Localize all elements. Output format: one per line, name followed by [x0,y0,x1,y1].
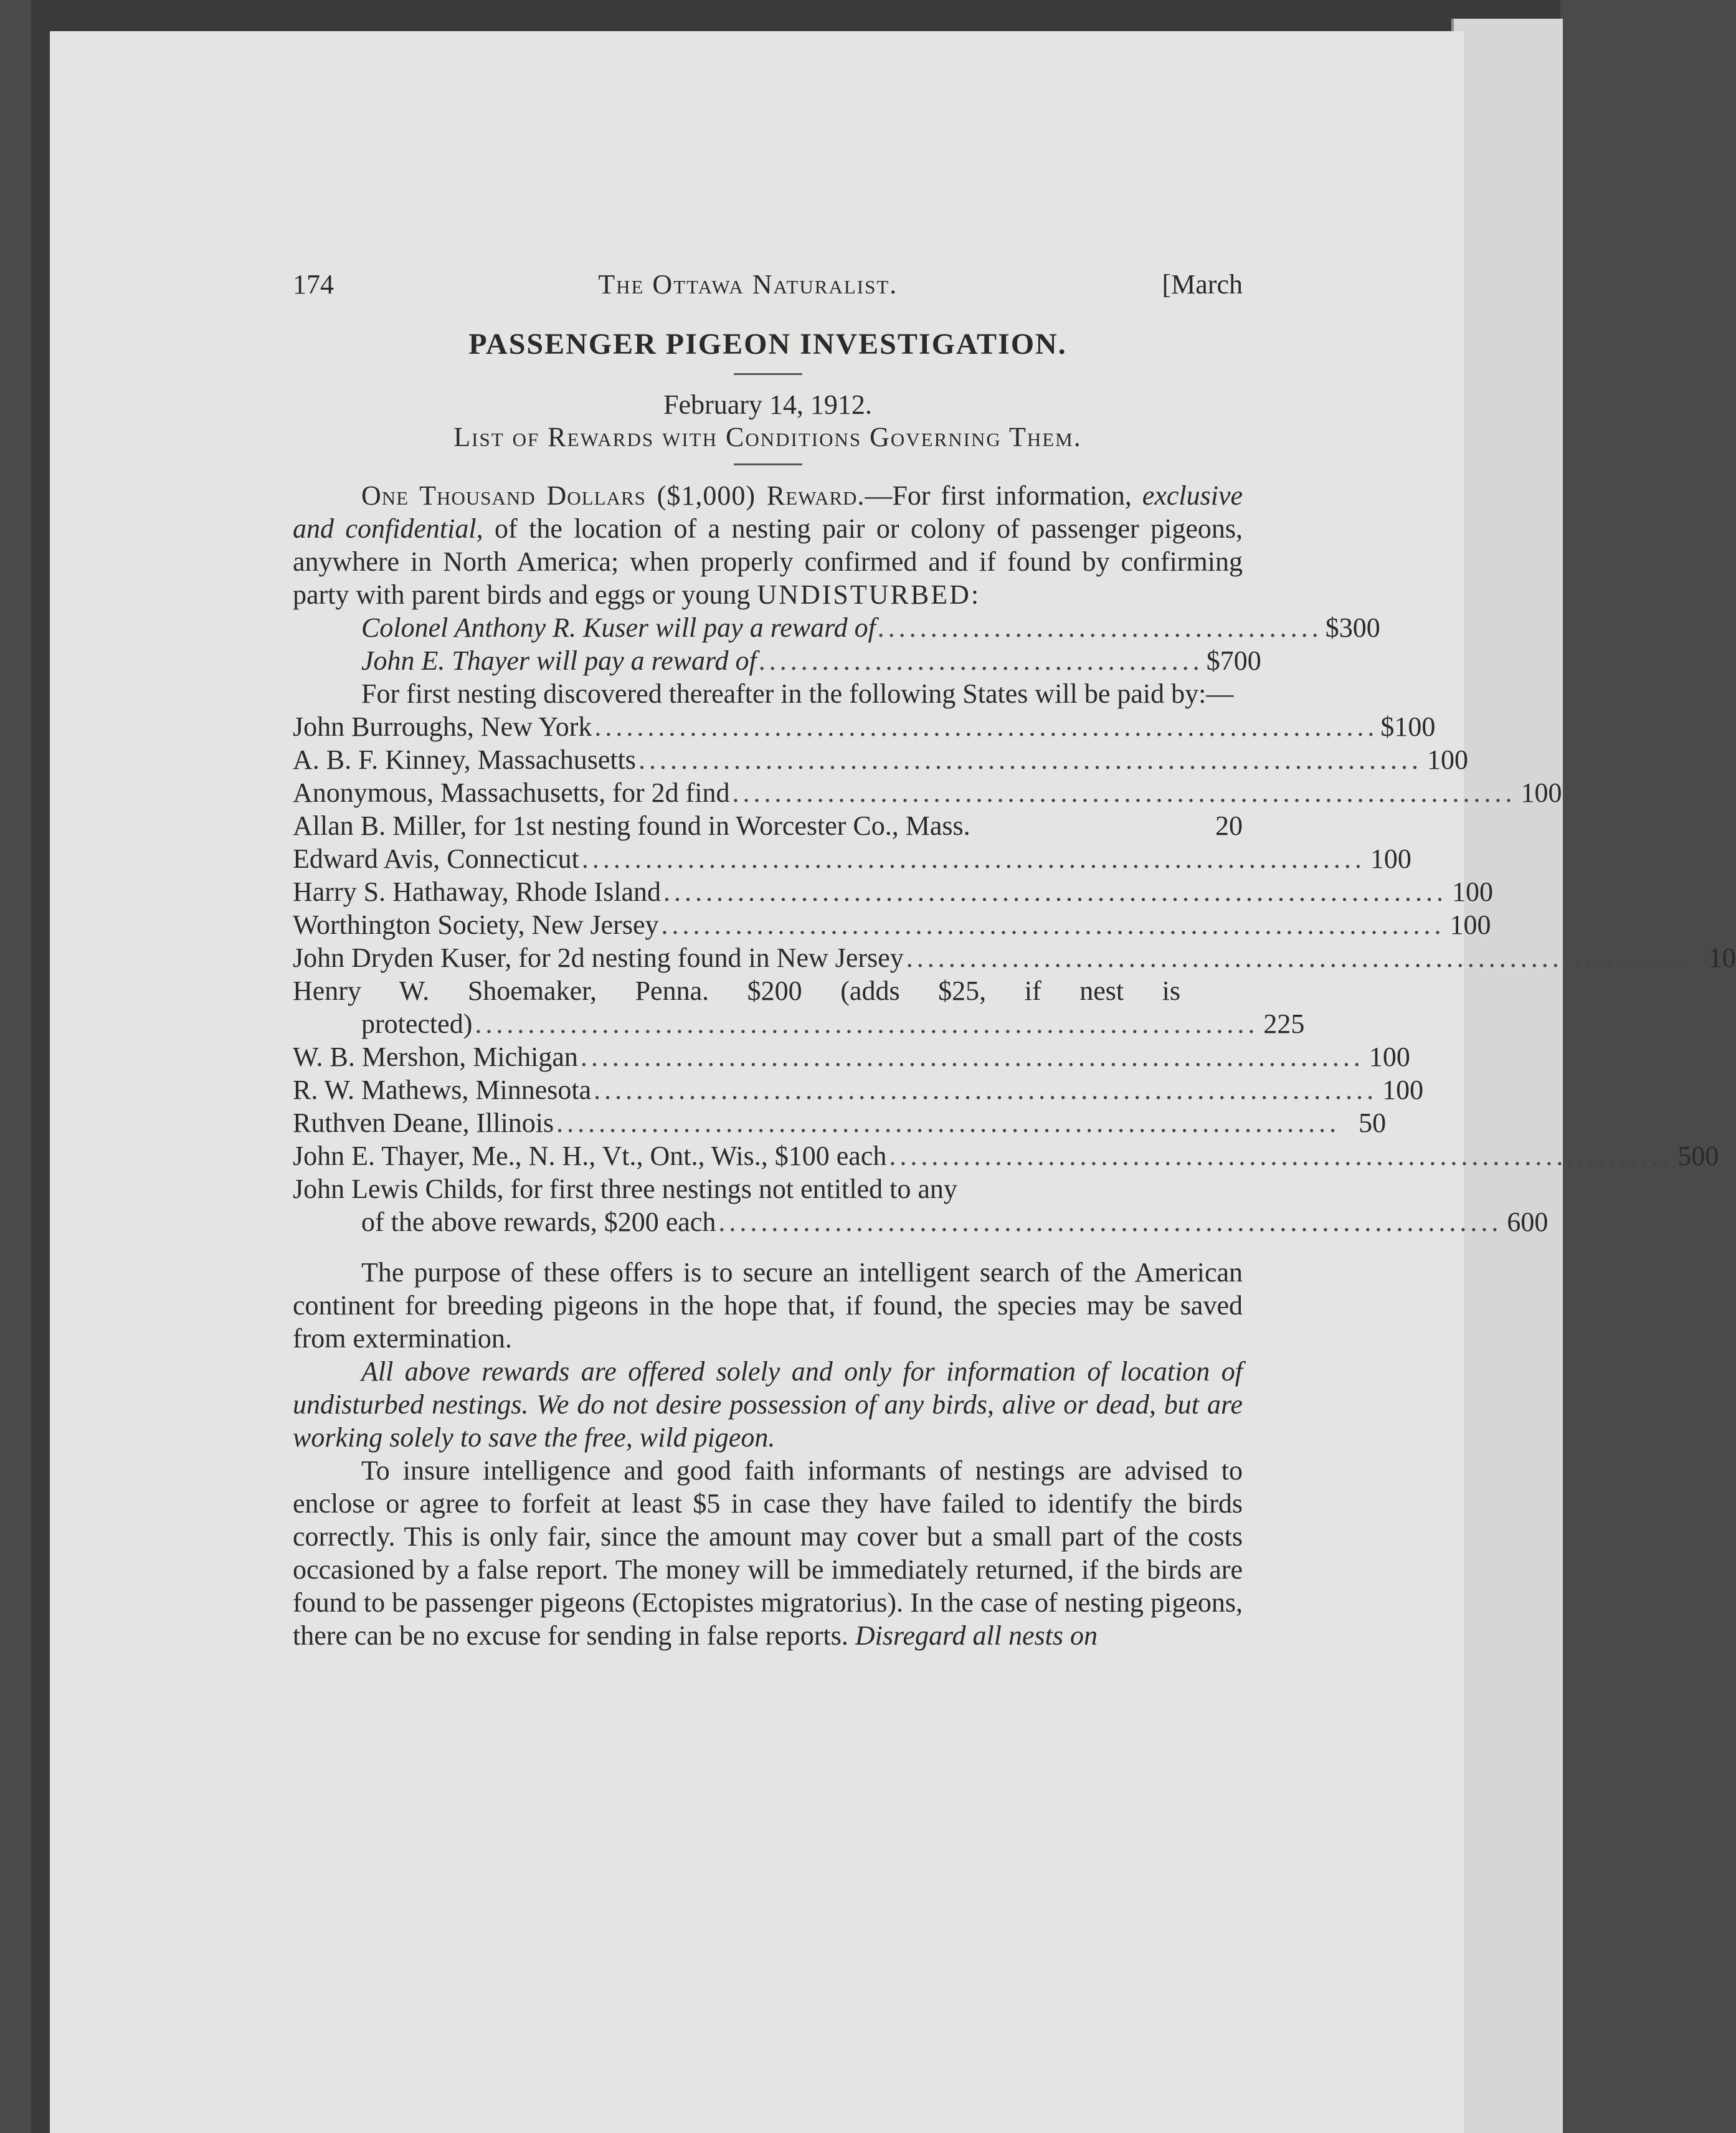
reward-name-line2: of the above rewards, $200 each [361,1207,716,1237]
reward-row [293,941,1736,974]
article-subtitle: List of Rewards with Conditions Governing Them. [453,422,1082,452]
reward-name: W. B. Mershon, Michigan [293,1042,578,1072]
reward-row [293,1073,1424,1106]
pledge-amount: $700 [1206,645,1261,676]
reward-row-shoemaker [293,974,1305,1040]
reward-amount: 100 [1382,1075,1424,1105]
page-number: 174 [293,269,334,300]
reward-amount: 225 [1263,1009,1305,1039]
leader-dots: .......................................................................... [732,777,1516,808]
insure-italic-tail: Disregard all nests on [855,1620,1098,1651]
leader-dots: .......................................................................... [556,1108,1340,1138]
reward-name: Ruthven Deane, Illinois [293,1108,554,1138]
reward-amount: 100 [1452,876,1493,907]
reward-name-line1: Henry W. Shoemaker, Penna. $200 (adds $25, if nest is [293,976,1180,1006]
reward-name: Worthington Society, New Jersey [293,910,659,940]
leader-dots: .......................................................................... [718,1207,1502,1237]
reward-name: Anonymous, Massachusetts, for 2d find [293,777,730,808]
leader-dots: .......................................................................... [661,910,1445,940]
reward-continuation [293,1007,1305,1040]
notice-paragraph: All above rewards are offered solely and only for information of location of undisturbed nestings. We do not desire possession of any birds, alive or dead, but are working solely to save the free, wild pigeon. [293,1356,1243,1453]
reward-name: Allan B. Miller, for 1st nesting found in Worcester Co., Mass. [293,810,970,841]
reward-heading: One Thousand Dollars ($1,000) Reward. [361,480,865,511]
reward-amount: 50 [1359,1108,1387,1138]
reward-row-childs [293,1172,1549,1238]
reward-row [293,1139,1719,1172]
reward-row [293,809,1243,842]
reward-amount: 600 [1507,1207,1549,1237]
article-date: February 14, 1912. [663,389,872,420]
intro-paragraph [293,479,1243,611]
pledge-list [293,611,1380,677]
leader-dots: .......................................................................... [594,711,1378,742]
leader-dots: .......................................................................... [638,744,1422,775]
insure-text: To insure intelligence and good faith informants of nestings are advised to enclose or agree to forfeit at least $5 in case they have failed to identify the birds correctly. This is only fair, since the amount may cover but a small part of the costs occasioned by a false report. The money will be immediately returned, if the birds are found to be passenger pigeons (Ectopistes migratorius). In the case of nesting pigeons, there can be no excuse for sending in false reports. [293,1455,1243,1651]
journal-title: The Ottawa Naturalist. [598,269,898,300]
pledge-name: Colonel Anthony R. Kuser will pay a reward of [361,612,876,643]
reward-amount: 500 [1677,1141,1719,1171]
pledge-name: John E. Thayer will pay a reward of [361,645,757,676]
reward-row [293,1040,1410,1073]
leader-dots: .......................................................................... [906,943,1690,973]
reward-name: A. B. F. Kinney, Massachusetts [293,744,636,775]
leader-dots: .......................................................................... [889,1141,1673,1171]
reward-row [293,842,1411,875]
reward-row [293,908,1491,941]
intro-text-a: —For first information, [865,480,1142,511]
reward-name: Edward Avis, Connecticut [293,843,579,874]
intro-undisturbed: UNDISTURBED: [757,579,981,610]
reward-row [293,1106,1387,1139]
page-content [293,268,1736,1652]
reward-row [293,710,1436,743]
reward-name: John E. Thayer, Me., N. H., Vt., Ont., Wis., $100 each [293,1141,887,1171]
reward-amount: 100 [1368,1042,1410,1072]
leader-dots: .......................................................................... [581,843,1365,874]
leader-dots: .......................................................................... [594,1075,1378,1105]
reward-list [293,710,1736,1238]
reward-name-line1: John Lewis Childs, for first three nestings not entitled to any [293,1174,957,1204]
states-intro: For first nesting discovered thereafter in the following States will be paid by:— [361,678,1234,709]
leader-dots: .......................................................................... [475,1009,1259,1039]
reward-amount: 100 [1520,777,1562,808]
reward-name-line2: protected) [361,1009,473,1039]
reward-name: R. W. Mathews, Minnesota [293,1075,592,1105]
reward-amount: 10 [1708,943,1736,973]
reward-continuation [293,1205,1549,1238]
purpose-paragraph: The purpose of these offers is to secure an intelligent search of the American continent for breeding pigeons in the hope that, if found, the species may be saved from extermination. [293,1257,1243,1354]
reward-amount: 100 [1449,910,1491,940]
leader-dots: .......................................................................... [580,1042,1364,1072]
facing-page-edge [1451,19,1563,2133]
issue-month: [March [1162,269,1243,300]
reward-amount: 100 [1370,843,1411,874]
reward-name: John Burroughs, New York [293,711,592,742]
title-rule [734,373,802,375]
reward-row [293,776,1562,809]
reward-name: John Dryden Kuser, for 2d nesting found in New Jersey [293,943,904,973]
intro-text-b: of the location of a nesting pair or colony of passenger pigeons, anywhere in North America; when properly confirmed and if found by confirming party with parent birds and eggs or young [293,513,1243,610]
leader-dots: .......................................... [878,612,1323,643]
insure-paragraph [293,1454,1243,1652]
article-title: PASSENGER PIGEON INVESTIGATION. [468,328,1067,361]
pledge-row [361,644,1261,677]
reward-amount: $100 [1380,711,1436,742]
spacer [293,1238,1243,1256]
pledge-row [361,611,1380,644]
intro-text-italic: exclusive and confidential, [293,480,1243,544]
reward-name: Harry S. Hathaway, Rhode Island [293,876,661,907]
pledge-amount: $300 [1325,612,1380,643]
reward-amount: 100 [1426,744,1468,775]
reward-row [293,743,1468,776]
running-head [293,268,1243,301]
reward-row [293,875,1493,908]
reward-amount: 20 [1215,810,1243,841]
leader-dots: .......................................... [759,645,1204,676]
leader-dots: .......................................................................... [663,876,1447,907]
subtitle-rule [734,463,802,465]
